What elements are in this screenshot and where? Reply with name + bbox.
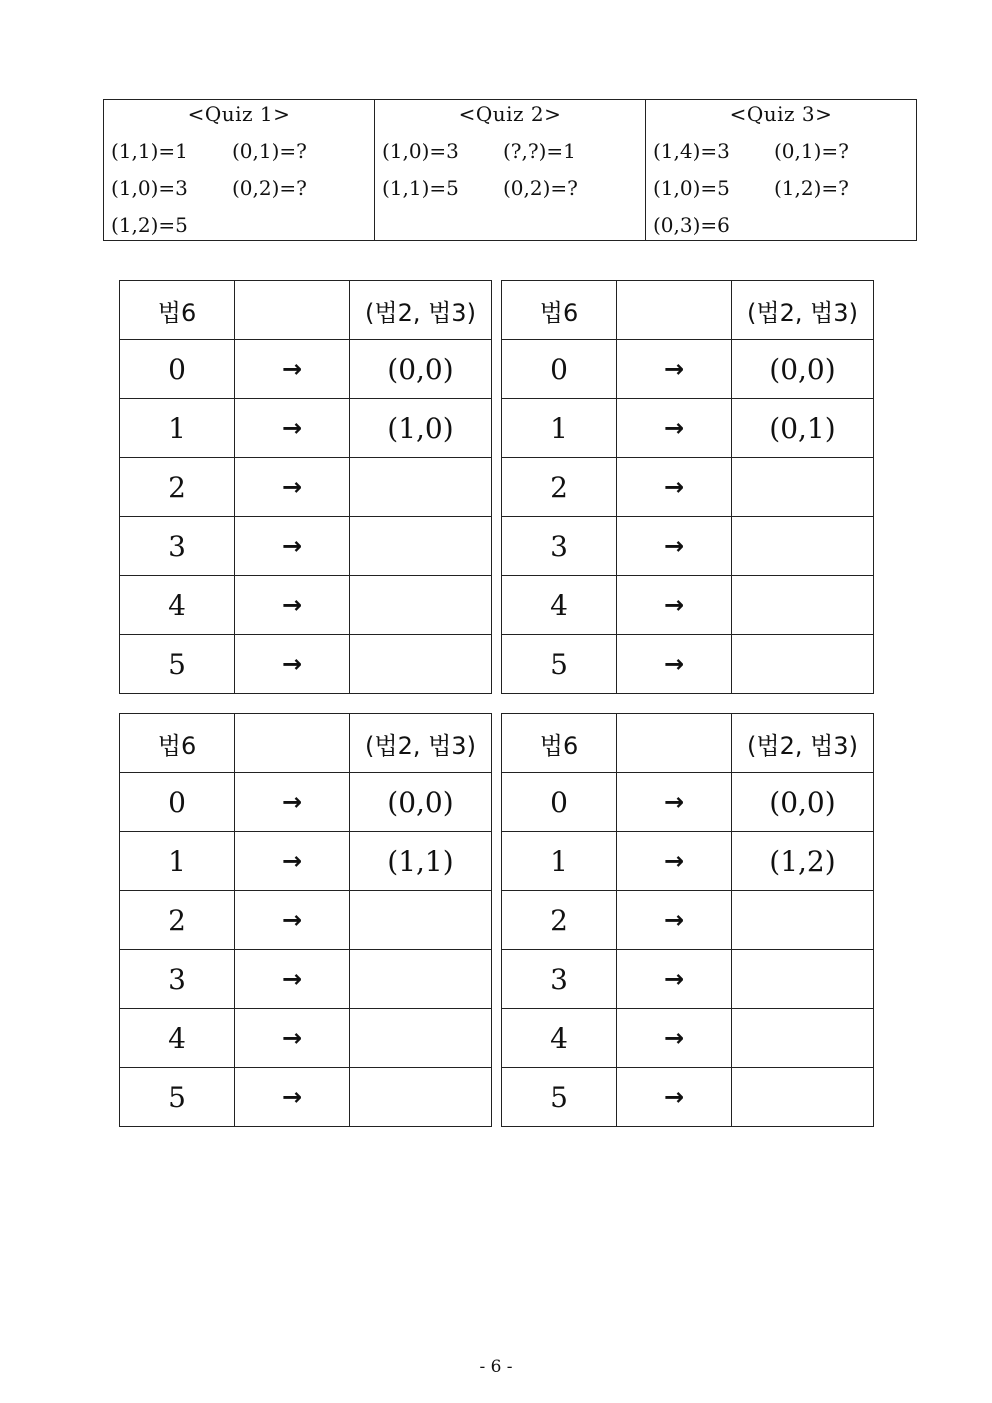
arrow-right-icon: → bbox=[235, 832, 350, 891]
arrow-right-icon: → bbox=[235, 1068, 350, 1127]
table-row bbox=[502, 576, 874, 635]
arrow-right-icon: → bbox=[617, 458, 732, 517]
base6-value: 1 bbox=[120, 832, 235, 891]
header-arrow-col bbox=[235, 714, 350, 773]
base6-value: 4 bbox=[502, 1009, 617, 1068]
mapping-table bbox=[119, 713, 492, 1127]
quiz-1-item: (0,2)=? bbox=[232, 176, 307, 200]
quiz-3-title: <Quiz 3> bbox=[729, 102, 833, 126]
quiz-3-item: (0,1)=? bbox=[774, 139, 849, 163]
base2-base3-value: (0,0) bbox=[732, 340, 874, 399]
arrow-right-icon: → bbox=[235, 458, 350, 517]
table-row bbox=[120, 517, 492, 576]
page-number: - 6 - bbox=[479, 1357, 513, 1377]
base2-base3-value bbox=[732, 950, 874, 1009]
base6-value: 1 bbox=[120, 399, 235, 458]
base6-value: 2 bbox=[502, 458, 617, 517]
table-row bbox=[120, 1068, 492, 1127]
arrow-right-icon: → bbox=[617, 635, 732, 694]
base2-base3-value bbox=[350, 635, 492, 694]
header-base6: 법6 bbox=[120, 281, 235, 340]
quiz-table bbox=[103, 99, 917, 241]
base2-base3-value bbox=[350, 891, 492, 950]
table-row bbox=[120, 773, 492, 832]
quiz-1-item: (0,1)=? bbox=[232, 139, 307, 163]
base2-base3-value bbox=[732, 517, 874, 576]
base6-value: 3 bbox=[120, 517, 235, 576]
base2-base3-value: (0,1) bbox=[732, 399, 874, 458]
table-row bbox=[502, 517, 874, 576]
table-row bbox=[502, 635, 874, 694]
base6-value: 3 bbox=[502, 950, 617, 1009]
table-row bbox=[502, 1068, 874, 1127]
table-row bbox=[502, 773, 874, 832]
header-base2-base3: (법2, 법3) bbox=[732, 281, 874, 340]
table-row bbox=[120, 635, 492, 694]
mapping-table bbox=[501, 713, 874, 1127]
header-base6: 법6 bbox=[120, 714, 235, 773]
quiz-1-item: (1,1)=1 bbox=[111, 139, 188, 163]
base2-base3-value: (1,2) bbox=[732, 832, 874, 891]
base2-base3-value bbox=[350, 950, 492, 1009]
base6-value: 0 bbox=[502, 773, 617, 832]
header-base2-base3: (법2, 법3) bbox=[350, 714, 492, 773]
header-base2-base3: (법2, 법3) bbox=[350, 281, 492, 340]
table-row bbox=[120, 832, 492, 891]
arrow-right-icon: → bbox=[235, 340, 350, 399]
base2-base3-value bbox=[732, 458, 874, 517]
arrow-right-icon: → bbox=[617, 832, 732, 891]
mapping-table bbox=[501, 280, 874, 694]
base6-value: 5 bbox=[120, 635, 235, 694]
base6-value: 3 bbox=[120, 950, 235, 1009]
arrow-right-icon: → bbox=[235, 891, 350, 950]
quiz-1-title: <Quiz 1> bbox=[187, 102, 291, 126]
base2-base3-value bbox=[732, 891, 874, 950]
arrow-right-icon: → bbox=[617, 950, 732, 1009]
quiz-3-item: (1,0)=5 bbox=[653, 176, 730, 200]
base6-value: 0 bbox=[120, 773, 235, 832]
table-row bbox=[120, 950, 492, 1009]
arrow-right-icon: → bbox=[617, 773, 732, 832]
base6-value: 1 bbox=[502, 832, 617, 891]
arrow-right-icon: → bbox=[617, 1009, 732, 1068]
header-base6: 법6 bbox=[502, 281, 617, 340]
header-arrow-col bbox=[617, 281, 732, 340]
base2-base3-value bbox=[350, 1068, 492, 1127]
table-header-row bbox=[502, 714, 874, 773]
arrow-right-icon: → bbox=[235, 576, 350, 635]
table-row bbox=[502, 950, 874, 1009]
base2-base3-value bbox=[732, 576, 874, 635]
table-row bbox=[502, 832, 874, 891]
quiz-1-item: (1,0)=3 bbox=[111, 176, 188, 200]
base2-base3-value: (1,0) bbox=[350, 399, 492, 458]
table-row bbox=[502, 458, 874, 517]
table-row bbox=[120, 891, 492, 950]
base6-value: 4 bbox=[502, 576, 617, 635]
arrow-right-icon: → bbox=[617, 399, 732, 458]
base6-value: 4 bbox=[120, 1009, 235, 1068]
base2-base3-value: (0,0) bbox=[732, 773, 874, 832]
arrow-right-icon: → bbox=[235, 399, 350, 458]
base2-base3-value bbox=[350, 576, 492, 635]
base2-base3-value bbox=[732, 635, 874, 694]
arrow-right-icon: → bbox=[617, 1068, 732, 1127]
base6-value: 2 bbox=[120, 458, 235, 517]
table-header-row bbox=[120, 281, 492, 340]
header-arrow-col bbox=[617, 714, 732, 773]
quiz-2-title: <Quiz 2> bbox=[458, 102, 562, 126]
base6-value: 5 bbox=[120, 1068, 235, 1127]
base2-base3-value: (0,0) bbox=[350, 773, 492, 832]
base6-value: 2 bbox=[502, 891, 617, 950]
quiz-3-item: (1,2)=? bbox=[774, 176, 849, 200]
quiz-2-cell bbox=[375, 100, 646, 241]
base6-value: 0 bbox=[502, 340, 617, 399]
table-row bbox=[120, 340, 492, 399]
arrow-right-icon: → bbox=[617, 340, 732, 399]
table-row bbox=[502, 1009, 874, 1068]
arrow-right-icon: → bbox=[235, 635, 350, 694]
quiz-2-item: (0,2)=? bbox=[503, 176, 578, 200]
header-arrow-col bbox=[235, 281, 350, 340]
arrow-right-icon: → bbox=[235, 950, 350, 1009]
base6-value: 1 bbox=[502, 399, 617, 458]
base2-base3-value bbox=[350, 517, 492, 576]
quiz-1-cell bbox=[104, 100, 375, 241]
arrow-right-icon: → bbox=[235, 517, 350, 576]
base2-base3-value bbox=[732, 1009, 874, 1068]
quiz-2-item: (1,0)=3 bbox=[382, 139, 459, 163]
quiz-2-item: (?,?)=1 bbox=[503, 139, 576, 163]
table-header-row bbox=[120, 714, 492, 773]
base6-value: 4 bbox=[120, 576, 235, 635]
header-base6: 법6 bbox=[502, 714, 617, 773]
base2-base3-value bbox=[350, 1009, 492, 1068]
base6-value: 3 bbox=[502, 517, 617, 576]
arrow-right-icon: → bbox=[617, 517, 732, 576]
table-row bbox=[120, 576, 492, 635]
quiz-1-item: (1,2)=5 bbox=[111, 213, 188, 237]
base2-base3-value: (1,1) bbox=[350, 832, 492, 891]
quiz-3-cell bbox=[646, 100, 917, 241]
quiz-3-item: (0,3)=6 bbox=[653, 213, 730, 237]
table-row bbox=[502, 340, 874, 399]
base6-value: 5 bbox=[502, 1068, 617, 1127]
base6-value: 5 bbox=[502, 635, 617, 694]
quiz-2-item: (1,1)=5 bbox=[382, 176, 459, 200]
table-header-row bbox=[502, 281, 874, 340]
arrow-right-icon: → bbox=[235, 1009, 350, 1068]
base6-value: 0 bbox=[120, 340, 235, 399]
arrow-right-icon: → bbox=[617, 891, 732, 950]
base2-base3-value bbox=[350, 458, 492, 517]
base6-value: 2 bbox=[120, 891, 235, 950]
arrow-right-icon: → bbox=[617, 576, 732, 635]
header-base2-base3: (법2, 법3) bbox=[732, 714, 874, 773]
table-row bbox=[502, 399, 874, 458]
base2-base3-value bbox=[732, 1068, 874, 1127]
table-row bbox=[120, 1009, 492, 1068]
quiz-3-item: (1,4)=3 bbox=[653, 139, 730, 163]
base2-base3-value: (0,0) bbox=[350, 340, 492, 399]
table-row bbox=[120, 399, 492, 458]
mapping-table bbox=[119, 280, 492, 694]
table-row bbox=[502, 891, 874, 950]
arrow-right-icon: → bbox=[235, 773, 350, 832]
table-row bbox=[120, 458, 492, 517]
